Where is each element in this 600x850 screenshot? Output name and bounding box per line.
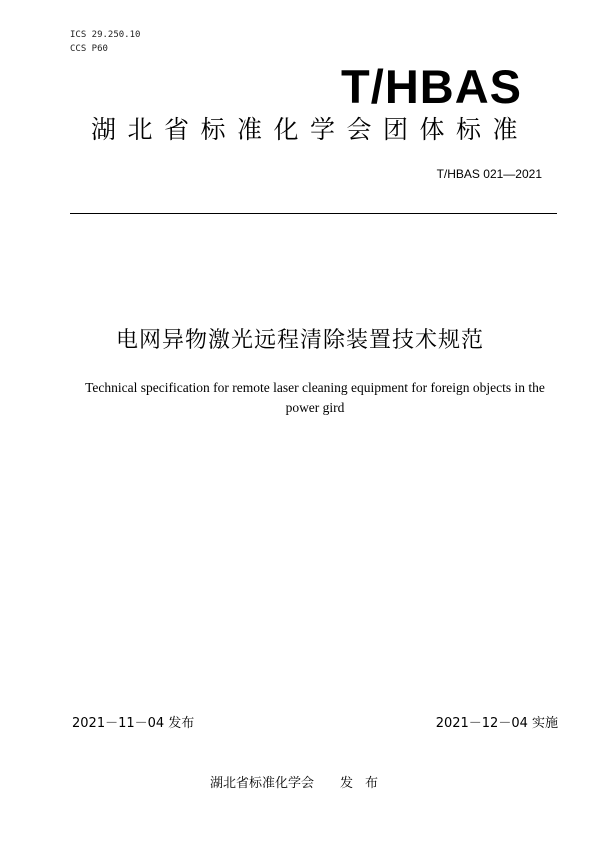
- issue-date: 2021－11－04 发布: [72, 716, 195, 731]
- organization-title: 湖北省标准化学会团体标准: [90, 115, 529, 144]
- header-divider: [70, 213, 557, 214]
- ccs-code: CCS P60: [70, 44, 108, 54]
- document-title-zh: 电网异物激光远程清除装置技术规范: [115, 328, 484, 353]
- ics-code: ICS 29.250.10: [70, 30, 141, 40]
- publisher-line: [0, 775, 600, 793]
- publisher-name: 湖北省标准化学会: [209, 776, 314, 791]
- standard-logo: T/HBAS: [341, 60, 522, 113]
- standard-number: T/HBAS 021—2021: [436, 167, 542, 181]
- implementation-date: 2021－12－04 实施: [435, 716, 558, 731]
- document-title-en: Technical specification for remote laser cleaning equipment for foreign objects in the power gird: [85, 380, 545, 415]
- publisher-verb: 发布: [340, 776, 391, 791]
